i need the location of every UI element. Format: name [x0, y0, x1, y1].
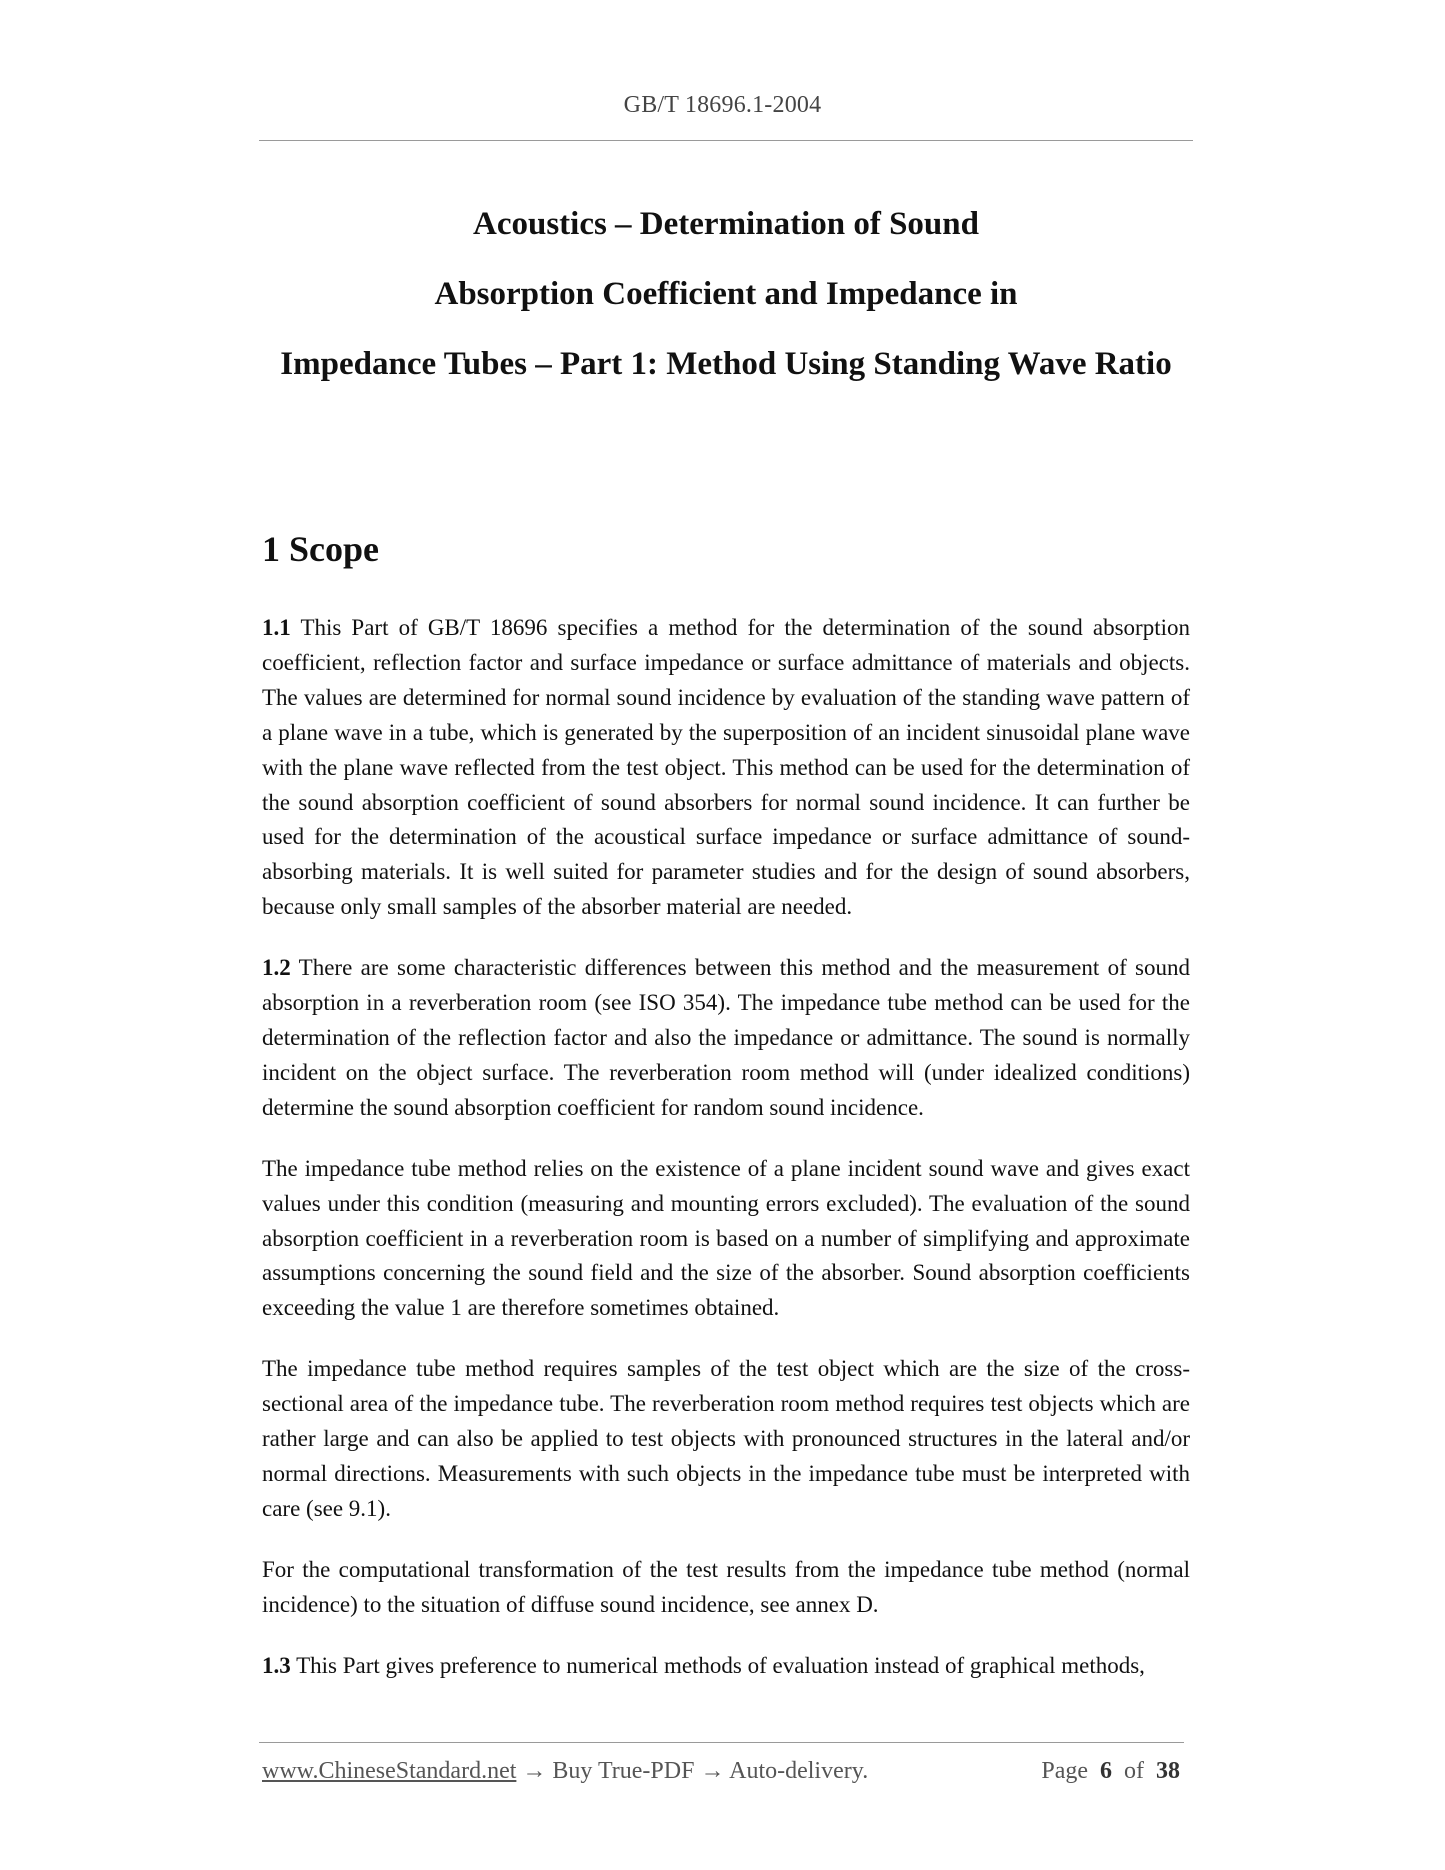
- section-heading-scope: 1 Scope: [262, 529, 379, 569]
- paragraph-1-1: [262, 611, 1190, 925]
- paragraph-1-3: [262, 1649, 1190, 1684]
- footer-tagline: → Buy True-PDF → Auto-delivery.: [516, 1758, 869, 1784]
- clause-number: 1.2: [262, 955, 291, 981]
- of-label: of: [1124, 1758, 1144, 1784]
- paragraph-plane-wave: The impedance tube method relies on the existence of a plane incident sound wave and gives exact values under this condition (measuring and mounting errors excluded). The evaluation of the sound absorption coefficient in a reverberation room is based on a number of simplifying and approximate assumptions concerning the sound field and the size of the absorber. Sound absorption coefficients exceeding the value 1 are therefore sometimes obtained.: [262, 1155, 1190, 1321]
- clause-number: 1.3: [262, 1652, 291, 1678]
- page-counter: [1041, 1758, 1180, 1785]
- page-header-doc-code: GB/T 18696.1-2004: [623, 92, 822, 118]
- title-line-3: Impedance Tubes – Part 1: Method Using Standing Wave Ratio: [280, 346, 1172, 382]
- footer-promo: [262, 1758, 868, 1785]
- clause-number: 1.1: [262, 615, 291, 640]
- website-link[interactable]: www.ChineseStandard.net: [262, 1758, 517, 1784]
- paragraph-text: There are some characteristic differences between this method and the measurement of sound absorption in a reverberation room (see ISO 354). The impedance tube method can be used for the determination of the reflection factor and also the impedance or admittance. The sound is normally incident on the object surface. The reverberation room method will (under idealized conditions) determine the sound absorption coefficient for random sound incidence.: [262, 955, 1190, 1120]
- footer-divider: [259, 1742, 1184, 1743]
- paragraph-text: This Part gives preference to numerical methods of evaluation instead of graphical methods,: [296, 1652, 1145, 1678]
- document-title: [259, 189, 1193, 399]
- header-divider: [259, 140, 1193, 141]
- paragraph-text: This Part of GB/T 18696 specifies a method for the determination of the sound absorption coefficient, reflection factor and surface impedance or surface admittance of materials and objects. The values are determined for normal sound incidence by evaluation of the standing wave pattern of a plane wave in a tube, which is generated by the superposition of an incident sinusoidal plane wave with the plane wave reflected from the test object. This method can be used for the determination of the sound absorption coefficient of sound absorbers for normal sound incidence. It can further be used for the determination of the acoustical surface impedance or surface admittance of sound-absorbing materials. It is well suited for parameter studies and for the design of sound absorbers, because only small samples of the absorber material are needed.: [262, 615, 1190, 920]
- paragraph-diffuse-transformation: For the computational transformation of the test results from the impedance tube method (normal incidence) to the situation of diffuse sound incidence, see annex D.: [262, 1556, 1190, 1617]
- page-label: Page: [1041, 1758, 1088, 1784]
- title-line-2: Absorption Coefficient and Impedance in: [434, 276, 1018, 312]
- section-body: [262, 611, 1190, 1683]
- title-line-1: Acoustics – Determination of Sound: [472, 206, 979, 242]
- total-pages: 38: [1156, 1758, 1180, 1784]
- paragraph-sample-size: The impedance tube method requires samples of the test object which are the size of the cross-sectional area of the impedance tube. The reverberation room method requires test objects which are rather large and can also be applied to test objects with pronounced structures in the lateral and/or normal directions. Measurements with such objects in the impedance tube must be interpreted with care (see 9.1).: [262, 1356, 1190, 1521]
- paragraph-1-2: [262, 951, 1190, 1126]
- current-page-number: 6: [1100, 1758, 1112, 1784]
